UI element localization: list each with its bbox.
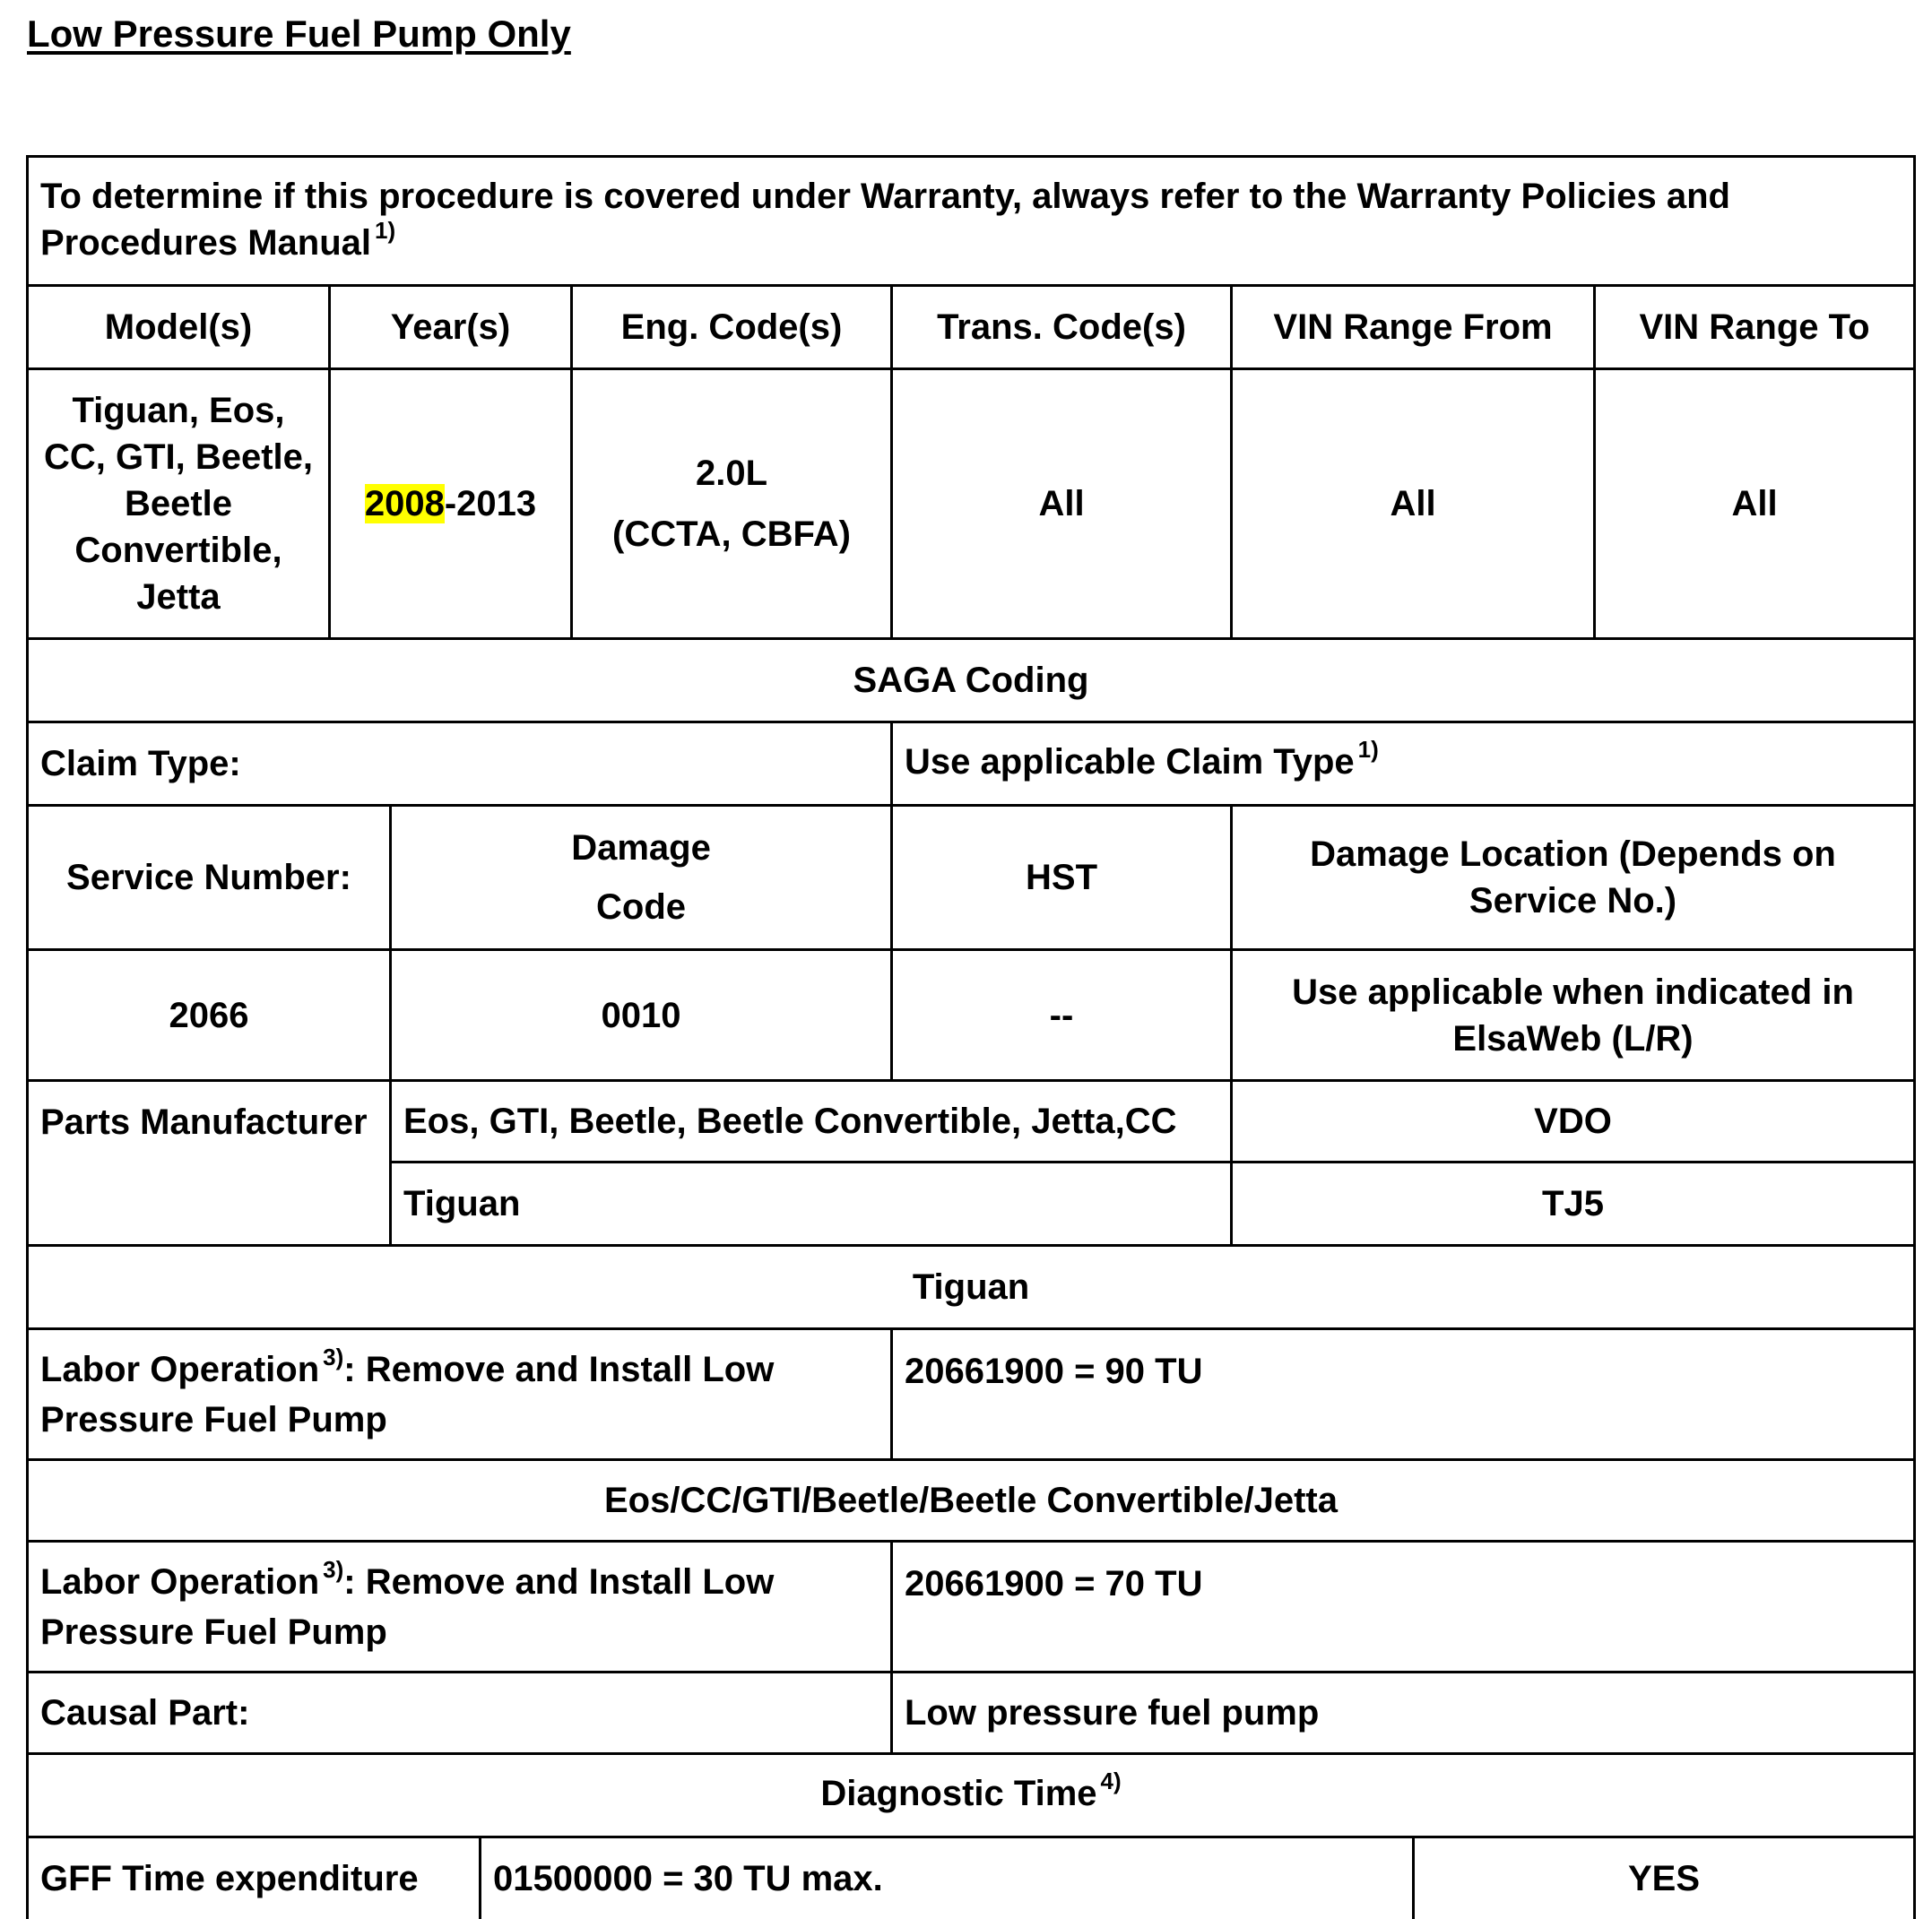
damage-code-label-line: Code: [596, 887, 686, 927]
footnote-ref: 1): [1357, 736, 1379, 763]
labor-op-text: Labor Operation: [40, 1561, 320, 1602]
vin-from-cell: All: [1390, 484, 1436, 523]
model-line: Beetle: [124, 484, 233, 523]
saga-heading: SAGA Coding: [853, 661, 1089, 700]
diagnostic-heading-text: Diagnostic Time: [820, 1774, 1097, 1813]
eng-displacement: 2.0L: [695, 454, 768, 493]
intro-text: To determine if this procedure is covered under Warranty, always refer to the Warranty Policies and Procedures Manual: [40, 176, 1730, 263]
model-line: Jetta: [136, 577, 221, 617]
diagnostic-heading: [29, 1755, 1913, 1836]
damage-location-label: [1233, 807, 1913, 948]
gff-label: GFF Time expenditure: [40, 1859, 419, 1898]
causal-part-label: Causal Part:: [40, 1693, 250, 1733]
other-models-heading: Eos/CC/GTI/Beetle/Beetle Convertible/Jetta: [603, 1481, 1338, 1520]
parts-manufacturer-row-2: TJ5: [1542, 1184, 1604, 1223]
model-line: Convertible,: [74, 531, 282, 570]
service-number-label: Service Number:: [66, 858, 351, 897]
eng-codes: (CCTA, CBFA): [612, 514, 851, 554]
years-cell: [331, 370, 570, 637]
parts-manufacturer-row-1: VDO: [1534, 1102, 1612, 1141]
damage-location-label-line: Damage Location (Depends on: [1310, 834, 1836, 874]
claim-type-label: Claim Type:: [40, 744, 241, 783]
labor-op-text: Labor Operation: [40, 1349, 320, 1389]
intro-note: [29, 158, 1911, 284]
trans-codes-cell: All: [1038, 484, 1085, 523]
hst-value: --: [1049, 995, 1074, 1035]
damage-location-line: Use applicable when indicated in: [1292, 972, 1854, 1012]
gff-flag: YES: [1627, 1859, 1701, 1898]
eng-codes-cell: [573, 370, 890, 637]
gff-value: 01500000 = 30 TU max.: [493, 1859, 883, 1898]
labor-op-text: : Remove and Install Low: [343, 1561, 775, 1602]
labor-op-text: Pressure Fuel Pump: [40, 1612, 387, 1652]
header-vin-from: VIN Range From: [1273, 307, 1553, 347]
parts-models-row-1: Eos, GTI, Beetle, Beetle Convertible, Jetta,CC: [403, 1102, 1177, 1141]
parts-manufacturer-label: Parts Manufacturer: [40, 1102, 368, 1142]
vin-to-cell: All: [1731, 484, 1778, 523]
other-labor-label: [29, 1543, 890, 1671]
service-number-value: 2066: [169, 995, 249, 1035]
damage-code-label-line: Damage: [571, 828, 711, 868]
footnote-ref: 4): [1100, 1768, 1122, 1794]
damage-code-value: 0010: [601, 995, 681, 1035]
header-vin-to: VIN Range To: [1639, 307, 1870, 347]
page-title: Low Pressure Fuel Pump Only: [27, 13, 571, 55]
damage-location-label-line: Service No.): [1468, 881, 1677, 921]
header-models: Model(s): [104, 307, 253, 347]
damage-location-line: ElsaWeb (L/R): [1452, 1018, 1694, 1059]
labor-op-text: : Remove and Install Low: [343, 1349, 775, 1389]
header-eng-codes: Eng. Code(s): [620, 307, 843, 347]
claim-type-text: Use applicable Claim Type: [905, 742, 1355, 782]
tiguan-heading: Tiguan: [912, 1267, 1030, 1307]
model-line: Tiguan, Eos,: [72, 391, 285, 430]
header-trans-codes: Trans. Code(s): [937, 307, 1186, 347]
tiguan-labor-value: 20661900 = 90 TU: [905, 1352, 1203, 1391]
tiguan-labor-label: [29, 1330, 890, 1458]
labor-op-text: Pressure Fuel Pump: [40, 1399, 387, 1439]
model-line: CC, GTI, Beetle,: [43, 437, 314, 477]
claim-type-value: [893, 723, 1913, 804]
models-cell: [29, 370, 328, 637]
hst-label: HST: [1026, 858, 1097, 897]
footnote-ref: 3): [323, 1343, 344, 1370]
damage-code-label: [392, 807, 890, 948]
header-years: Year(s): [390, 307, 511, 347]
footnote-ref: 1): [375, 216, 396, 244]
causal-part-value: Low pressure fuel pump: [905, 1693, 1320, 1733]
year-end: -2013: [444, 484, 537, 523]
footnote-ref: 3): [323, 1555, 344, 1583]
damage-location-value: [1233, 951, 1913, 1079]
other-labor-value: 20661900 = 70 TU: [905, 1564, 1203, 1603]
year-start-highlight: 2008: [364, 484, 445, 523]
parts-models-row-2: Tiguan: [403, 1184, 521, 1223]
